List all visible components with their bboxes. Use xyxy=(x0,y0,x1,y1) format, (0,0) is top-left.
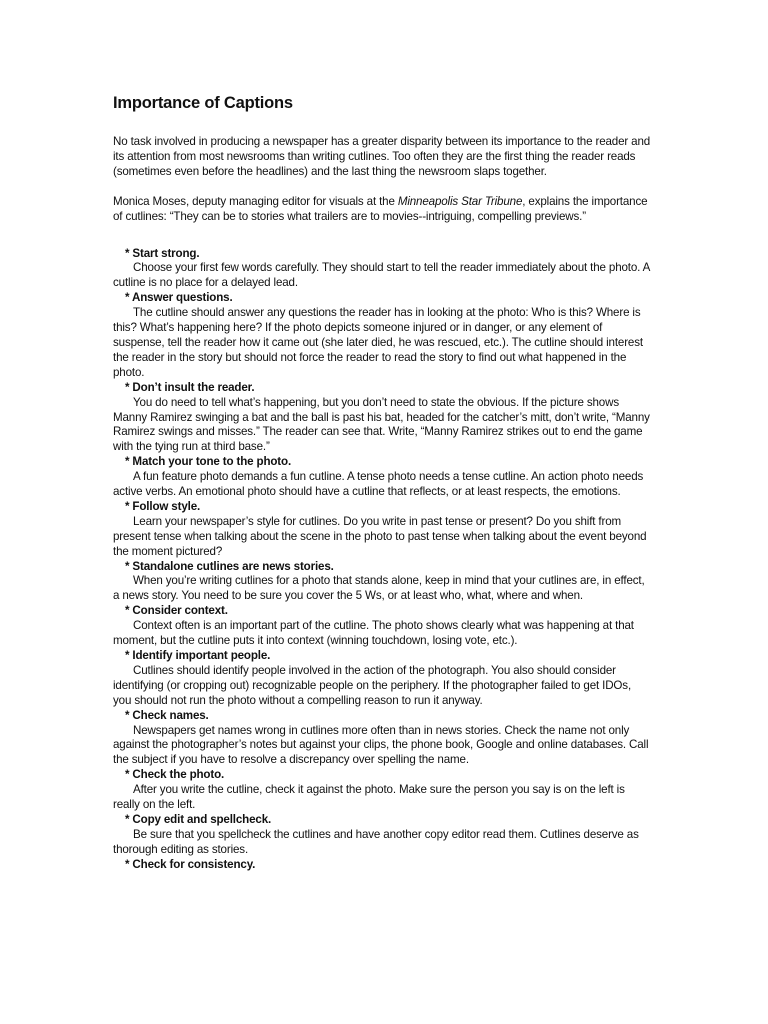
tip-heading-dont-insult: * Don’t insult the reader. xyxy=(125,380,255,394)
tip-heading-start-strong: * Start strong. xyxy=(125,246,200,260)
publication-name: Minneapolis Star Tribune xyxy=(397,194,523,208)
tip-body-copy-edit: Be sure that you spellcheck the cutlines and have another copy editor read them. Cutlines deserve as thorough editing as stories. xyxy=(113,827,639,856)
tip-body-start-strong: Choose your first few words carefully. They should start to tell the reader immediately about the photo. A cutline is no place for a delayed lead. xyxy=(113,261,650,290)
quote-after: , explains the importance of cutlines: “They can be to stories what trailers are to movies--intriguing, compelling previews.” xyxy=(113,194,648,223)
document-page xyxy=(113,93,651,873)
tip-heading-consider-context: * Consider context. xyxy=(125,604,228,618)
tip-heading-copy-edit: * Copy edit and spellcheck. xyxy=(125,812,272,826)
tip-heading-identify-people: * Identify important people. xyxy=(125,649,271,662)
tip-heading-answer-questions: * Answer questions. xyxy=(125,291,233,305)
tip-heading-match-tone: * Match your tone to the photo. xyxy=(125,455,292,469)
tip-body-identify-people: Cutlines should identify people involved in the action of the photograph. You also should consider identifying (or cropping out) recognizable people on the periphery. If the photographer failed to get IDOs, you should not run the photo without a compelling reason to run it anyway. xyxy=(113,663,632,707)
tip-body-answer-questions: The cutline should answer any questions the reader has in looking at the photo: Who is this? Where is this? What’s happening here? If the photo depicts someone injured or in danger, or any element of suspense, tell the reader how it came out (she later died, he was rescued, etc.). The cutline should interest the reader in the story but should not force the reader to read the story to find out what happened in the photo. xyxy=(113,306,643,379)
tip-body-consider-context: Context often is an important part of the cutline. The photo shows clearly what was happening at that moment, but the cutline puts it into context (winning touchdown, losing vote, etc.). xyxy=(113,619,634,648)
tip-body-follow-style: Learn your newspaper’s style for cutlines. Do you write in past tense or present? Do you shift from present tense when talking about the scene in the photo to past tense when talking about the event beyond the moment pictured? xyxy=(113,514,647,558)
quote-before: Monica Moses, deputy managing editor for visuals at the xyxy=(113,194,398,208)
tip-body-check-photo: After you write the cutline, check it against the photo. Make sure the person you say is on the left is really on the left. xyxy=(113,783,625,812)
tip-body-match-tone: A fun feature photo demands a fun cutline. A tense photo needs a tense cutline. An action photo needs active verbs. An emotional photo should have a cutline that reflects, or at least respects, the emotions. xyxy=(113,470,644,499)
tip-body-dont-insult: You do need to tell what’s happening, but you don’t need to state the obvious. If the picture shows Manny Ramirez swinging a bat and the ball is past his bat, headed for the catcher’s mitt, don’t write, “Manny Ramirez swings and misses.” The reader can see that. Write, “Manny Ramirez strikes out to end the game with the tying run at third base.” xyxy=(113,395,650,454)
tip-heading-standalone: * Standalone cutlines are news stories. xyxy=(125,559,334,573)
tip-body-check-names: Newspapers get names wrong in cutlines more often than in news stories. Check the name not only against the photographer’s notes but against your clips, the phone book, Google and online databases. Call the subject if you have to resolve a discrepancy over spelling the name. xyxy=(113,723,649,767)
page-title: Importance of Captions xyxy=(113,94,293,112)
tips-list xyxy=(113,247,651,873)
tip-heading-check-names: * Check names. xyxy=(125,708,209,722)
intro-paragraph: No task involved in producing a newspaper has a greater disparity between its importance to the reader and its attention from most newsrooms than writing cutlines. Too often they are the first thing the reader reads (sometimes even before the headlines) and the last thing the newsroom slaps together. xyxy=(113,135,651,178)
quote-paragraph xyxy=(113,195,651,225)
tip-body-standalone: When you’re writing cutlines for a photo that stands alone, keep in mind that your cutlines are, in effect, a news story. You need to be sure you cover the 5 Ws, or at least who, what, where and when. xyxy=(113,574,645,603)
tip-heading-consistency: * Check for consistency. xyxy=(125,857,256,871)
tip-heading-follow-style: * Follow style. xyxy=(125,499,201,513)
tip-heading-check-photo: * Check the photo. xyxy=(125,768,225,782)
